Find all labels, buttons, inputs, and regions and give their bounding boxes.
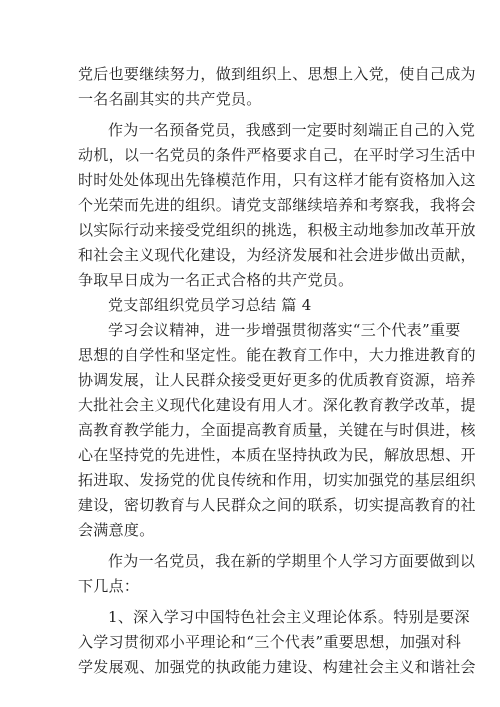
text-line: 时时处处体现出先锋模范作用，只有这样才能有资格加入这 [78, 171, 476, 189]
text-line: 建设，密切教育与人民群众之间的联系，切实提高教育的社 [78, 496, 476, 514]
text-line: 大批社会主义现代化建设有用人才。深化教育教学改革，提 [78, 396, 476, 414]
text-line: 个光荣而先进的组织。请党支部继续培养和考察我，我将会 [78, 196, 476, 214]
text-line: 高教育教学能力，全面提高教育质量，关键在与时俱进，核 [78, 421, 476, 439]
heading-line: 党支部组织党员学习总结 篇 4 [108, 296, 312, 314]
text-line: 一名名副其实的共产党员。 [78, 90, 262, 108]
text-line: 作为一名预备党员，我感到一定要时刻端正自己的入党 [108, 121, 476, 139]
paragraph-continuation [78, 62, 476, 112]
text-line: 入学习贯彻邓小平理论和“三个代表”重要思想，加强对科 [78, 633, 462, 651]
paragraph-meeting-spirit [78, 318, 476, 543]
text-line: 以实际行动来接受党组织的挑选，积极主动地参加改革开放 [78, 221, 476, 239]
text-line: 会满意度。 [78, 521, 155, 539]
text-line: 协调发展，让人民群众接受更好更多的优质教育资源，培养 [78, 371, 476, 389]
paragraph-personal-goals [78, 549, 476, 599]
text-line: 学发展观、加强党的执政能力建设、构建社会主义和谐社会 [78, 658, 476, 676]
document-body [78, 62, 476, 680]
text-line: 心在坚持党的先进性，本质在坚持执政为民，解放思想、开 [78, 446, 476, 464]
paragraph-probationary-member [78, 118, 476, 293]
text-line: 拓进取、发扬党的优良传统和作用，切实加强党的基层组织 [78, 471, 476, 489]
text-line: 下几点： [78, 577, 140, 595]
text-line: 争取早日成为一名正式合格的共产党员。 [78, 271, 354, 289]
paragraph-point-one [78, 605, 476, 680]
text-line: 党后也要继续努力，做到组织上、思想上入党，使自己成为 [78, 65, 476, 83]
text-line: 动机，以一名党员的条件严格要求自己，在平时学习生活中 [78, 146, 476, 164]
text-line: 学习会议精神，进一步增强贯彻落实“三个代表”重要 [108, 321, 461, 339]
text-line: 和社会主义现代化建设，为经济发展和社会进步做出贡献， [78, 246, 476, 264]
text-line: 作为一名党员，我在新的学期里个人学习方面要做到以 [108, 552, 476, 570]
section-heading [78, 293, 430, 318]
text-line: 1、深入学习中国特色社会主义理论体系。特别是要深 [108, 608, 470, 626]
text-line: 思想的自学性和坚定性。能在教育工作中，大力推进教育的 [78, 346, 476, 364]
